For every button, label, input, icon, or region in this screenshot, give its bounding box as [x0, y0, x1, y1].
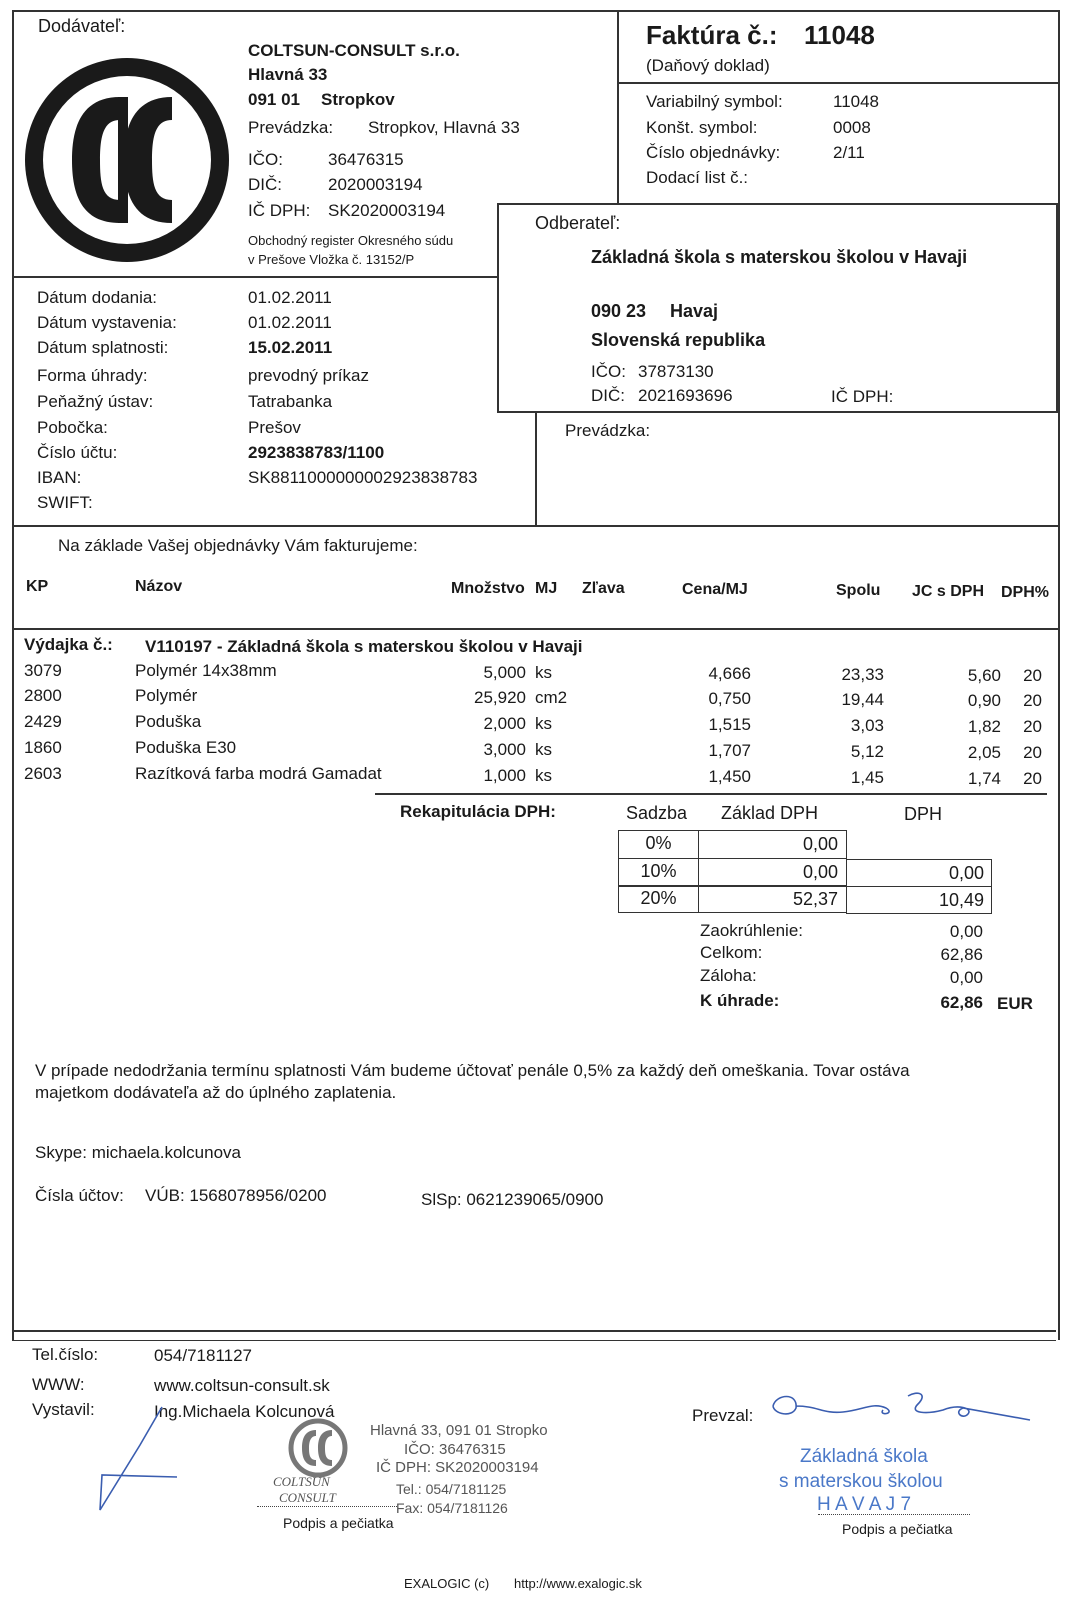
payment-value: SK8811000000002923838783 [248, 468, 478, 487]
issuer-signature [92, 1405, 192, 1515]
supplier-stamp-line3: IČ DPH: SK2020003194 [376, 1459, 539, 1476]
vat-col-sadzba: Sadzba [626, 803, 688, 823]
cell-kp: 1860 [24, 738, 62, 757]
signature-dots-left [257, 1506, 397, 1507]
payment-label: Forma úhrady: [37, 366, 148, 385]
penalty-note-line2: majetkom dodávateľa až do úplného zaplatenia. [35, 1083, 397, 1102]
customer-icdph-label: IČ DPH: [831, 387, 894, 406]
supplier-dic-value: 2020003194 [328, 175, 423, 194]
payment-label: Dátum vystavenia: [37, 313, 177, 332]
customer-box [497, 203, 1058, 413]
delivery-note-label: Dodací list č.: [646, 168, 749, 187]
customer-dic-value: 2021693696 [638, 386, 733, 405]
vat-recap-title: Rekapitulácia DPH: [400, 802, 556, 821]
var-symbol-value: 11048 [833, 92, 880, 111]
account-slsp: SlSp: 0621239065/0900 [421, 1190, 604, 1209]
vat-amount: 0,00 [948, 863, 984, 883]
cell-mnozstvo: 2,000 [483, 714, 526, 733]
cell-spolu: 5,12 [850, 742, 884, 761]
cell-cena: 0,750 [708, 689, 751, 708]
payment-label: SWIFT: [37, 493, 93, 512]
supplier-zip: 091 01 [248, 90, 300, 109]
vat-base: 0,00 [802, 834, 838, 854]
col-header-mnozstvo: Množstvo [451, 580, 525, 597]
vat-base: 0,00 [802, 862, 838, 882]
var-symbol-label: Variabilný symbol: [646, 92, 783, 111]
advance-label: Záloha: [700, 966, 757, 985]
supplier-register-line2: v Prešove Vložka č. 13152/P [248, 252, 415, 267]
cell-jc: 2,05 [967, 743, 1001, 762]
customer-country: Slovenská republika [591, 330, 766, 350]
supplier-street: Hlavná 33 [248, 65, 328, 84]
customer-stamp-line3: H A V A J 7 [817, 1494, 912, 1515]
cell-mnozstvo: 1,000 [483, 766, 526, 785]
rounding-label: Zaokrúhlenie: [700, 921, 804, 940]
total-value: 62,86 [940, 945, 983, 964]
rounding-value: 0,00 [949, 922, 983, 941]
table-header-line [12, 628, 1058, 630]
supplier-stamp-line2: IČO: 36476315 [404, 1441, 506, 1458]
cell-nazov: Polymér [135, 686, 198, 705]
payment-divider [535, 413, 537, 525]
cell-jc: 0,90 [967, 691, 1001, 710]
col-header-spolu: Spolu [836, 582, 881, 599]
cell-dph: 20 [1023, 743, 1042, 762]
header-bottom-line [12, 525, 1058, 527]
supplier-prevadzka-value: Stropkov, Hlavná 33 [368, 118, 520, 137]
cell-dph: 20 [1023, 666, 1042, 685]
supplier-icdph-label: IČ DPH: [248, 201, 311, 220]
tel-label: Tel.číslo: [32, 1345, 99, 1364]
vat-amount: 10,49 [938, 890, 984, 910]
supplier-stamp-logo-text1: COLTSUN [273, 1474, 330, 1489]
customer-stamp-line2: s materskou školou [779, 1471, 943, 1492]
col-header-kp: KP [26, 578, 49, 595]
cell-mnozstvo: 5,000 [483, 663, 526, 682]
cell-cena: 1,707 [708, 741, 751, 760]
konst-symbol-value: 0008 [833, 118, 871, 137]
software-credit: EXALOGIC (c) [404, 1576, 490, 1591]
customer-heading: Odberateľ: [535, 213, 621, 233]
frame-left [12, 10, 14, 1340]
col-header-dph: DPH% [1001, 584, 1050, 601]
frame-top [12, 10, 1060, 12]
payment-value: 01.02.2011 [248, 313, 332, 332]
supplier-city: Stropkov [321, 90, 395, 109]
payment-label: Dátum dodania: [37, 288, 158, 307]
company-logo [22, 55, 232, 265]
col-header-jc: JC s DPH [912, 583, 985, 600]
cell-cena: 1,450 [708, 767, 751, 786]
cell-mj: ks [535, 740, 552, 759]
konst-symbol-label: Konšt. symbol: [646, 118, 758, 137]
signature-dots-right [818, 1514, 970, 1515]
customer-prevadzka-label: Prevádzka: [565, 421, 651, 440]
signature-label-right: Podpis a pečiatka [842, 1521, 953, 1537]
customer-ico-label: IČO: [591, 362, 626, 381]
cell-kp: 2603 [24, 764, 62, 783]
supplier-register-line1: Obchodný register Okresného súdu [248, 233, 454, 248]
cell-spolu: 19,44 [841, 690, 884, 709]
supplier-name: COLTSUN-CONSULT s.r.o. [248, 41, 460, 60]
col-header-cena: Cena/MJ [682, 581, 748, 598]
total-label: Celkom: [700, 943, 763, 962]
cell-kp: 2800 [24, 686, 62, 705]
order-number-value: 2/11 [833, 143, 865, 162]
payment-value: 01.02.2011 [248, 288, 332, 307]
supplier-stamp-line5: Fax: 054/7181126 [396, 1500, 508, 1516]
invoice-number: 11048 [804, 20, 875, 50]
vat-base: 52,37 [792, 889, 838, 909]
cell-mj: ks [535, 714, 552, 733]
col-header-zlava: Zľava [582, 580, 625, 597]
supplier-heading: Dodávateľ: [38, 16, 126, 36]
cell-nazov: Poduška E30 [135, 738, 237, 757]
vat-rate: 20% [640, 888, 677, 908]
cell-jc: 1,74 [967, 769, 1001, 788]
amount-due-currency: EUR [997, 994, 1033, 1013]
payment-label: IBAN: [37, 468, 82, 487]
supplier-stamp-line1: Hlavná 33, 091 01 Stropko [370, 1422, 548, 1439]
footer-inner-line [12, 1340, 1056, 1341]
vat-rate: 0% [645, 833, 672, 853]
cell-kp: 3079 [24, 661, 62, 680]
invoice-subtitle: (Daňový doklad) [646, 56, 770, 75]
cell-mnozstvo: 25,920 [474, 688, 526, 707]
payment-label: Dátum splatnosti: [37, 338, 169, 357]
cell-nazov: Poduška [135, 712, 202, 731]
col-header-nazov: Názov [135, 578, 183, 595]
vat-col-dph: DPH [904, 804, 943, 824]
vat-col-zaklad: Základ DPH [721, 803, 819, 823]
customer-name: Základná škola s materskou školou v Havaji [591, 247, 968, 267]
table-bottom-line [375, 793, 1047, 795]
col-header-mj: MJ [535, 580, 558, 597]
cell-nazov: Razítková farba modrá Gamadat [135, 764, 382, 783]
signature-label-left: Podpis a pečiatka [283, 1515, 394, 1531]
accounts-label: Čísla účtov: [35, 1186, 124, 1205]
order-number-label: Číslo objednávky: [646, 143, 781, 162]
customer-city: Havaj [670, 301, 719, 321]
cell-dph: 20 [1023, 691, 1042, 710]
cell-cena: 4,666 [708, 664, 751, 683]
customer-ico-value: 37873130 [638, 362, 714, 381]
payment-value: 2923838783/1100 [248, 443, 385, 462]
payment-value: Prešov [248, 418, 301, 437]
cell-kp: 2429 [24, 712, 62, 731]
issued-by-value: Ing.Michaela Kolcunová [154, 1402, 335, 1421]
payment-value: Tatrabanka [248, 392, 333, 411]
amount-due-label: K úhrade: [700, 991, 780, 1010]
www-value: www.coltsun-consult.sk [154, 1376, 330, 1395]
frame-right [1058, 10, 1060, 1340]
account-vub: VÚB: 1568078956/0200 [145, 1186, 327, 1205]
supplier-ico-value: 36476315 [328, 150, 404, 169]
cell-nazov: Polymér 14x38mm [135, 661, 277, 680]
issued-by-label: Vystavil: [32, 1400, 95, 1419]
cell-dph: 20 [1023, 717, 1042, 736]
supplier-stamp-logo [286, 1418, 350, 1478]
supplier-stamp-line4: Tel.: 054/7181125 [396, 1481, 507, 1497]
payment-label: Číslo účtu: [37, 443, 118, 462]
software-url[interactable]: http://www.exalogic.sk [514, 1576, 642, 1591]
cell-spolu: 23,33 [841, 665, 884, 684]
supplier-icdph-value: SK2020003194 [328, 201, 446, 220]
payment-value: 15.02.2011 [248, 338, 333, 357]
received-by-label: Prevzal: [692, 1406, 754, 1425]
invoice-title: Faktúra č.: [646, 20, 778, 50]
invoice-intro: Na základe Vašej objednávky Vám fakturujeme: [58, 536, 418, 555]
cell-spolu: 3,03 [850, 716, 884, 735]
vat-rate: 10% [640, 861, 677, 881]
cell-mj: ks [535, 663, 552, 682]
penalty-note-line1: V prípade nedodržania termínu splatnosti Vám budeme účtovať penále 0,5% za každý deň omeškania. Tovar ostáva [35, 1061, 910, 1080]
payment-label: Pobočka: [37, 418, 108, 437]
cell-dph: 20 [1023, 769, 1042, 788]
payment-value: prevodný príkaz [248, 366, 369, 385]
cell-mj: ks [535, 766, 552, 785]
receiver-signature [768, 1384, 1038, 1429]
invoice-title-underline [617, 82, 1058, 84]
supplier-dic-label: DIČ: [248, 175, 282, 194]
cell-jc: 1,82 [967, 717, 1001, 736]
issue-slip-value: V110197 - Základná škola s materskou školou v Havaji [145, 637, 583, 656]
amount-due-value: 62,86 [940, 993, 983, 1012]
supplier-prevadzka-label: Prevádzka: [248, 118, 334, 137]
footer-top-line [12, 1330, 1056, 1332]
customer-stamp-line1: Základná škola [800, 1446, 928, 1467]
cell-jc: 5,60 [967, 666, 1001, 685]
supplier-ico-label: IČO: [248, 150, 283, 169]
www-label: WWW: [32, 1375, 85, 1394]
cell-cena: 1,515 [708, 715, 751, 734]
customer-zip: 090 23 [591, 301, 647, 321]
cell-spolu: 1,45 [850, 768, 884, 787]
customer-dic-label: DIČ: [591, 386, 625, 405]
frame-mid-vertical [617, 10, 619, 203]
advance-value: 0,00 [949, 968, 983, 987]
supplier-stamp-logo-text2: CONSULT [279, 1490, 336, 1505]
issue-slip-label: Výdajka č.: [24, 635, 113, 654]
skype-contact: Skype: michaela.kolcunova [35, 1143, 242, 1162]
supplier-bottom-line [12, 276, 497, 278]
payment-label: Peňažný ústav: [37, 392, 154, 411]
cell-mj: cm2 [535, 688, 568, 707]
tel-value: 054/7181127 [154, 1346, 253, 1365]
cell-mnozstvo: 3,000 [483, 740, 526, 759]
